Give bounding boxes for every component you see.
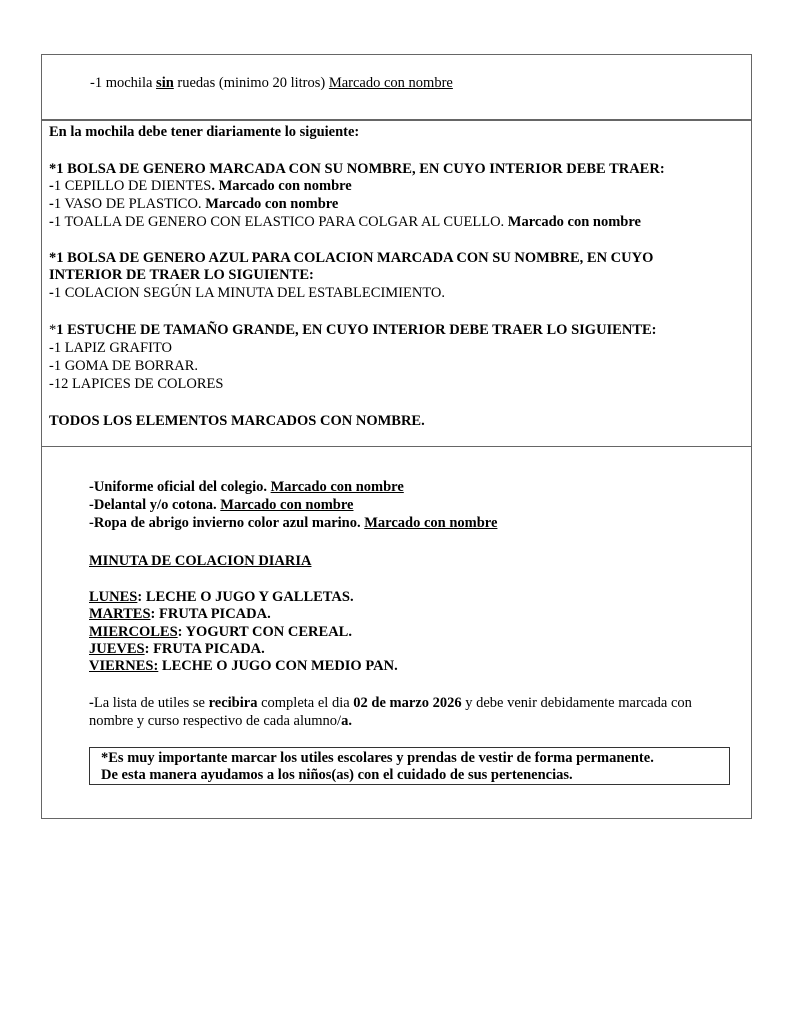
- lista-note-line2: nombre y curso respectivo de cada alumno/a.: [89, 713, 352, 729]
- important-note-line1: *Es muy importante marcar los utiles escolares y prendas de vestir de forma permanente.: [101, 750, 654, 766]
- mochila-line: [90, 75, 453, 92]
- minuta-title: MINUTA DE COLACION DIARIA: [89, 553, 312, 569]
- lista-note-line1: -La lista de utiles se recibira completa el dia 02 de marzo 2026 y debe venir debidamente marcada con: [89, 695, 692, 711]
- section-intro: En la mochila debe tener diariamente lo siguiente:: [49, 124, 360, 140]
- estuche-title: *1 ESTUCHE DE TAMAÑO GRANDE, EN CUYO INTERIOR DEBE TRAER LO SIGUIENTE:: [49, 322, 657, 338]
- day-lunes: LUNES: LECHE O JUGO Y GALLETAS.: [89, 589, 354, 605]
- important-note-box: [89, 747, 730, 785]
- sin-emphasis: sin: [156, 75, 174, 91]
- item-cepillo: -1 CEPILLO DE DIENTES. Marcado con nombre: [49, 178, 352, 194]
- mochila-detail: ruedas (minimo 20 litros): [173, 75, 329, 91]
- bolsa-azul-title-cont: INTERIOR DE TRAER LO SIGUIENTE:: [49, 267, 314, 283]
- item-vaso: -1 VASO DE PLASTICO. Marcado con nombre: [49, 196, 339, 212]
- mochila-section: [41, 54, 752, 120]
- day-jueves: JUEVES: FRUTA PICADA.: [89, 641, 265, 657]
- important-note-line2: De esta manera ayudamos a los niños(as) con el cuidado de sus pertenencias.: [101, 767, 573, 783]
- day-martes: MARTES: FRUTA PICADA.: [89, 606, 271, 622]
- clothing-abrigo: -Ropa de abrigo invierno color azul marino. Marcado con nombre: [89, 515, 498, 531]
- uniform-section: [41, 446, 752, 819]
- bolsa-azul-title: *1 BOLSA DE GENERO AZUL PARA COLACION MARCADA CON SU NOMBRE, EN CUYO: [49, 250, 654, 266]
- clothing-delantal: -Delantal y/o cotona. Marcado con nombre: [89, 497, 354, 513]
- item-lapiz: -1 LAPIZ GRAFITO: [49, 340, 172, 356]
- item-toalla: -1 TOALLA DE GENERO CON ELASTICO PARA COLGAR AL CUELLO. Marcado con nombre: [49, 214, 641, 230]
- day-miercoles: MIERCOLES: YOGURT CON CEREAL.: [89, 624, 352, 640]
- bolsa-genero-title: *1 BOLSA DE GENERO MARCADA CON SU NOMBRE, EN CUYO INTERIOR DEBE TRAER:: [49, 161, 665, 177]
- item-lapices-colores: -12 LAPICES DE COLORES: [49, 376, 224, 392]
- daily-items-section: [41, 120, 752, 447]
- item-goma: -1 GOMA DE BORRAR.: [49, 358, 199, 374]
- mochila-text: -1 mochila: [90, 75, 157, 91]
- clothing-uniforme: -Uniforme oficial del colegio. Marcado con nombre: [89, 479, 404, 495]
- closing-note: TODOS LOS ELEMENTOS MARCADOS CON NOMBRE.: [49, 413, 425, 429]
- item-colacion: -1 COLACION SEGÚN LA MINUTA DEL ESTABLECIMIENTO.: [49, 285, 446, 301]
- day-viernes: VIERNES: LECHE O JUGO CON MEDIO PAN.: [89, 658, 398, 674]
- marcado-label: Marcado con nombre: [328, 75, 453, 91]
